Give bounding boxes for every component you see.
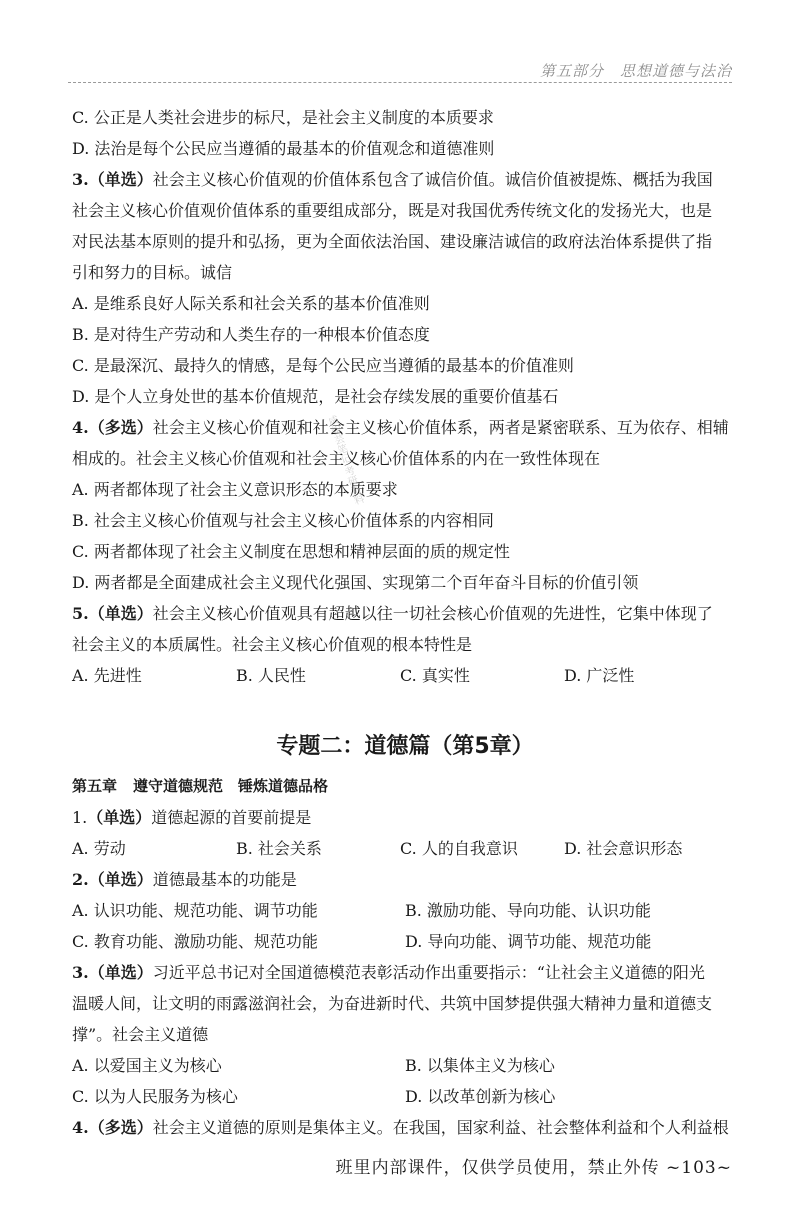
p2-q2-options-row1: [72, 895, 738, 926]
p2-q3-option-c: C. 以为人民服务为核心: [72, 1087, 238, 1106]
q4-option-a: A. 两者都体现了社会主义意识形态的本质要求: [72, 480, 398, 499]
p2-q3-line: 温暖人间，让文明的雨露滋润社会，为奋进新时代、共筑中国梦提供强大精神力量和道德支: [72, 994, 713, 1013]
question-text: 社会主义核心价值观的价值体系包含了诚信价值。诚信价值被提炼、概括为我国: [152, 170, 713, 189]
p2-q1-option-b: B. 社会关系: [236, 839, 322, 858]
chapter-title: 遵守道德规范 锤炼道德品格: [133, 777, 329, 795]
p2-q3-options-row1: [72, 1050, 738, 1081]
p2-q2-option-a: A. 认识功能、规范功能、调节功能: [72, 901, 318, 920]
q3-line: [72, 164, 738, 195]
watermark: 咸帜芸笔记 考研资料: [324, 414, 364, 507]
q2-option-d: D. 法治是每个公民应当遵循的最基本的价值观念和道德准则: [72, 139, 495, 158]
p2-q3-line: 撑”。社会主义道德: [72, 1025, 209, 1044]
question-number: 3.: [72, 963, 89, 982]
chapter-heading: [72, 771, 738, 802]
q4-option-c: C. 两者都体现了社会主义制度在思想和精神层面的质的规定性: [72, 542, 510, 561]
p2-q3-option-a: A. 以爱国主义为核心: [72, 1056, 222, 1075]
q5-options: [72, 660, 738, 691]
question-number: 2.: [72, 870, 89, 889]
question-text: 道德最基本的功能是: [152, 870, 297, 889]
page-footer: 班里内部课件，仅供学员使用，禁止外传 ~103~: [335, 1158, 732, 1178]
question-type: （多选）: [88, 1118, 153, 1137]
question-number: 4.: [72, 418, 89, 437]
p2-q1-line: [72, 802, 738, 833]
question-number: 4.: [72, 1118, 89, 1137]
page-header: [68, 58, 732, 83]
p2-q3-options-row2: [72, 1081, 738, 1112]
question-type: （单选）: [87, 808, 152, 827]
q3-line: 社会主义核心价值观价值体系的重要组成部分，既是对我国优秀传统文化的发扬光大，也是: [72, 201, 713, 220]
question-text: 社会主义核心价值观具有超越以往一切社会核心价值观的先进性，它集中体现了: [152, 604, 713, 623]
q5-line: 社会主义的本质属性。社会主义核心价值观的根本特性是: [72, 635, 473, 654]
p2-q2-option-b: B. 激励功能、导向功能、认识功能: [405, 901, 651, 920]
q5-option-a: A. 先进性: [72, 666, 142, 685]
q3-option-d: D. 是个人立身处世的基本价值规范，是社会存续发展的重要价值基石: [72, 387, 559, 406]
p2-q1-option-a: A. 劳动: [72, 839, 126, 858]
q4-line: 相成的。社会主义核心价值观和社会主义核心价值体系的内在一致性体现在: [72, 449, 601, 468]
question-type: （单选）: [88, 170, 153, 189]
question-number: 1.: [72, 808, 88, 827]
q5-line: [72, 598, 738, 629]
question-number: 3.: [72, 170, 89, 189]
chapter-number: 第五章: [72, 777, 118, 795]
p2-q1-option-d: D. 社会意识形态: [564, 839, 683, 858]
p2-q4-line: [72, 1112, 738, 1143]
q4-option-d: D. 两者都是全面建成社会主义现代化强国、实现第二个百年奋斗目标的价值引领: [72, 573, 639, 592]
question-type: （多选）: [88, 418, 153, 437]
p2-q2-line: [72, 864, 738, 895]
question-number: 5.: [72, 604, 89, 623]
question-type: （单选）: [88, 963, 153, 982]
q5-option-d: D. 广泛性: [564, 666, 635, 685]
p2-q3-line: [72, 957, 738, 988]
p2-q1-options: [72, 833, 738, 864]
q5-option-b: B. 人民性: [236, 666, 306, 685]
q4-option-b: B. 社会主义核心价值观与社会主义核心价值体系的内容相同: [72, 511, 494, 530]
q3-option-c: C. 是最深沉、最持久的情感，是每个公民应当遵循的最基本的价值准则: [72, 356, 574, 375]
p2-q2-options-row2: [72, 926, 738, 957]
section-title: 专题二：道德篇（第5章）: [276, 734, 534, 759]
running-header: 第五部分 思想道德与法治: [539, 62, 732, 80]
q2-option-c: C. 公正是人类社会进步的标尺，是社会主义制度的本质要求: [72, 108, 494, 127]
p2-q3-option-b: B. 以集体主义为核心: [405, 1056, 555, 1075]
question-text: 社会主义核心价值观和社会主义核心价值体系，两者是紧密联系、互为依存、相辅: [152, 418, 729, 437]
p2-q2-option-c: C. 教育功能、激励功能、规范功能: [72, 932, 318, 951]
question-type: （单选）: [88, 604, 153, 623]
p2-q1-option-c: C. 人的自我意识: [400, 839, 518, 858]
q4-line: [72, 412, 738, 443]
question-text: 道德起源的首要前提是: [151, 808, 312, 827]
page-content: [72, 102, 738, 1143]
q5-option-c: C. 真实性: [400, 666, 470, 685]
question-text: 社会主义道德的原则是集体主义。在我国，国家利益、社会整体利益和个人利益根: [152, 1118, 729, 1137]
question-text: 习近平总书记对全国道德模范表彰活动作出重要指示：“让社会主义道德的阳光: [152, 963, 705, 982]
p2-q3-option-d: D. 以改革创新为核心: [405, 1087, 556, 1106]
question-type: （单选）: [88, 870, 153, 889]
q3-option-a: A. 是维系良好人际关系和社会关系的基本价值准则: [72, 294, 430, 313]
q3-line: 对民法基本原则的提升和弘扬，更为全面依法治国、建设廉洁诚信的政府法治体系提供了指: [72, 232, 713, 251]
p2-q2-option-d: D. 导向功能、调节功能、规范功能: [405, 932, 652, 951]
q3-line: 引和努力的目标。诚信: [72, 263, 233, 282]
q3-option-b: B. 是对待生产劳动和人类生存的一种根本价值态度: [72, 325, 430, 344]
